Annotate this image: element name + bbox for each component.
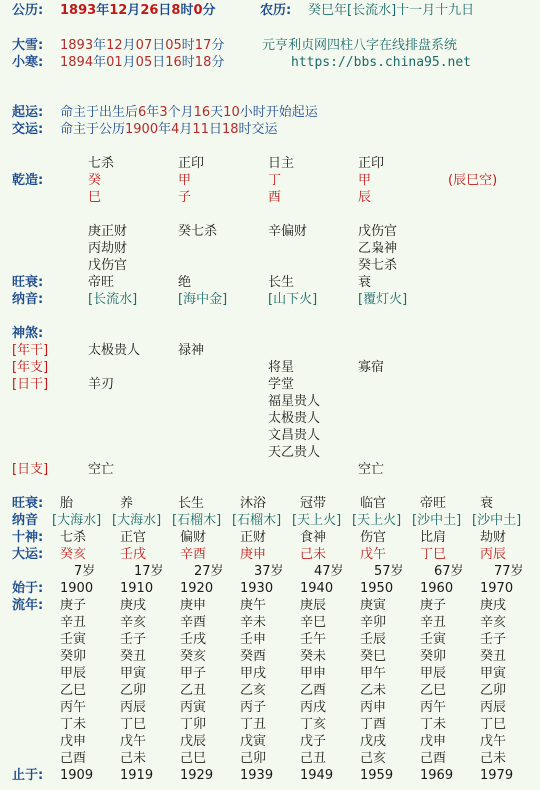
shensha-row-label: [年支]: [12, 360, 49, 375]
dayun-wangshuai-cell: 养: [120, 496, 134, 511]
liunian-cell: 壬子: [120, 632, 147, 647]
liunian-cell: 戊辰: [180, 734, 207, 749]
liunian-cell: 戊子: [300, 734, 327, 749]
liunian-cell: 丁丑: [240, 717, 267, 732]
liunian-cell: 辛酉: [180, 615, 207, 630]
liunian-cell: 辛巳: [300, 615, 327, 630]
liunian-cell: 壬午: [300, 632, 327, 647]
pillar-stem-hour: 甲: [358, 173, 372, 188]
liunian-cell: 庚戌: [480, 598, 507, 613]
shensha-item: 学堂: [268, 377, 295, 392]
liunian-cell: 辛亥: [120, 615, 147, 630]
dayun-wangshuai-cell: 长生: [178, 496, 205, 511]
dayun-start-year-cell: 1920: [180, 581, 214, 596]
lunar-date: 癸巳年[长流水]十一月十九日: [308, 3, 475, 18]
dayun-shishen-cell: 伤官: [360, 530, 387, 545]
liunian-cell: 丁亥: [300, 717, 327, 732]
liunian-cell: 癸丑: [480, 649, 507, 664]
dayun-end-year-cell: 1919: [120, 768, 154, 783]
liunian-cell: 己卯: [240, 751, 267, 766]
shensha-item: 天乙贵人: [268, 445, 321, 460]
liunian-cell: 己未: [120, 751, 147, 766]
dayun-start-year-cell: 1900: [60, 581, 94, 596]
shensha-row-label: [年干]: [12, 343, 49, 358]
dayun-pillar-cell: 辛酉: [180, 547, 207, 562]
dayun-age-cell: 67岁: [434, 564, 464, 579]
liunian-cell: 辛丑: [60, 615, 87, 630]
liunian-cell: 乙巳: [60, 683, 87, 698]
dayun-wangshuai-cell: 胎: [60, 496, 74, 511]
liunian-cell: 丁未: [60, 717, 87, 732]
dayun-nayin-cell: [石榴木]: [232, 513, 282, 528]
dayun-age-cell: 17岁: [134, 564, 164, 579]
hidden-stem: 辛偏财: [268, 224, 308, 239]
liunian-cell: 壬子: [480, 632, 507, 647]
liunian-cell: 辛未: [240, 615, 267, 630]
wangshuai-year: 帝旺: [88, 275, 115, 290]
dayun-label: 大运:: [12, 547, 44, 562]
dayun-pillar-cell: 己未: [300, 547, 327, 562]
solar-month: 12: [109, 3, 128, 18]
shensha-item: 羊刃: [88, 377, 115, 392]
hidden-stem: 丙劫财: [88, 241, 128, 256]
xiaohan-date: 1894年01月05日16时18分: [60, 55, 225, 70]
dayun-end-year-cell: 1979: [480, 768, 514, 783]
pillar-stem-year: 癸: [88, 173, 102, 188]
liunian-cell: 庚申: [180, 598, 207, 613]
hidden-stem: 戊伤官: [358, 224, 398, 239]
nayin-hour: [覆灯火]: [358, 292, 408, 307]
shensha-item: 太极贵人: [268, 411, 321, 426]
liunian-cell: 庚辰: [300, 598, 327, 613]
liunian-cell: 戊申: [420, 734, 447, 749]
jiaoyun-label: 交运:: [12, 122, 44, 137]
qianzao-label: 乾造:: [12, 173, 44, 188]
liunian-label: 流年:: [12, 598, 44, 613]
liunian-cell: 丁巳: [120, 717, 147, 732]
solar-date: 1893年12月26日8时0分: [60, 3, 216, 18]
dayun-nayin-cell: [天上火]: [352, 513, 402, 528]
dayun-shishen-cell: 正财: [240, 530, 267, 545]
liunian-cell: 辛丑: [420, 615, 447, 630]
wangshuai-month: 绝: [178, 275, 192, 290]
liunian-cell: 乙亥: [240, 683, 267, 698]
jiaoyun-text: 命主于公历1900年4月11日18时交运: [60, 122, 278, 137]
shensha-item: 太极贵人: [88, 343, 141, 358]
solar-minute: 0: [193, 3, 203, 18]
liunian-cell: 乙未: [360, 683, 387, 698]
hidden-stem: 庚正财: [88, 224, 128, 239]
liunian-cell: 丙辰: [120, 700, 147, 715]
shensha-row-label: [日支]: [12, 462, 49, 477]
dayun-age-cell: 47岁: [314, 564, 344, 579]
liunian-cell: 壬辰: [360, 632, 387, 647]
dayun-pillar-cell: 丁巳: [420, 547, 447, 562]
liunian-cell: 癸丑: [120, 649, 147, 664]
dayun-shishen-label: 十神:: [12, 530, 44, 545]
liunian-cell: 庚寅: [360, 598, 387, 613]
liunian-cell: 甲辰: [420, 666, 447, 681]
shensha-item: 空亡: [358, 462, 385, 477]
daxue-date: 1893年12月07日05时17分: [60, 38, 225, 53]
liunian-cell: 己丑: [300, 751, 327, 766]
liunian-cell: 癸卯: [420, 649, 447, 664]
liunian-cell: 癸卯: [60, 649, 87, 664]
dayun-end-year-cell: 1969: [420, 768, 454, 783]
dayun-shishen-cell: 偏财: [180, 530, 207, 545]
dayun-wangshuai-cell: 临官: [360, 496, 387, 511]
pillar-branch-month: 子: [178, 190, 192, 205]
dayun-end-year-cell: 1949: [300, 768, 334, 783]
dayun-wangshuai-cell: 沐浴: [240, 496, 267, 511]
dayun-wangshuai-cell: 衰: [480, 496, 494, 511]
dayun-pillar-cell: 丙辰: [480, 547, 507, 562]
pillar-stem-month: 甲: [178, 173, 192, 188]
shensha-item: 禄神: [178, 343, 205, 358]
liunian-cell: 丙子: [240, 700, 267, 715]
dayun-age-cell: 7岁: [74, 564, 96, 579]
dayun-shishen-cell: 正官: [120, 530, 147, 545]
dayun-shishen-cell: 劫财: [480, 530, 507, 545]
wangshuai-label: 旺衰:: [12, 275, 44, 290]
solar-day: 26: [140, 3, 159, 18]
liunian-cell: 丁酉: [360, 717, 387, 732]
kongwang-note: (辰巳空): [448, 173, 498, 188]
system-name: 元亨利贞网四柱八字在线排盘系统: [262, 38, 458, 53]
liunian-cell: 癸巳: [360, 649, 387, 664]
liunian-cell: 庚子: [420, 598, 447, 613]
dayun-age-cell: 77岁: [494, 564, 524, 579]
liunian-cell: 庚子: [60, 598, 87, 613]
pillar-stem-day: 丁: [268, 173, 282, 188]
liunian-cell: 丙辰: [480, 700, 507, 715]
shensha-row-label: [日干]: [12, 377, 49, 392]
pillar-god-day: 日主: [268, 156, 295, 171]
daxue-label: 大雪:: [12, 38, 44, 53]
solar-hour: 8: [171, 3, 181, 18]
liunian-cell: 乙卯: [120, 683, 147, 698]
liunian-cell: 己未: [480, 751, 507, 766]
liunian-cell: 甲申: [300, 666, 327, 681]
hidden-stem: 戊伤官: [88, 258, 128, 273]
xiaohan-label: 小寒:: [12, 55, 44, 70]
dayun-nayin-cell: [大海水]: [52, 513, 102, 528]
dayun-start-year-cell: 1930: [240, 581, 274, 596]
dayun-pillar-cell: 庚申: [240, 547, 267, 562]
pillar-branch-year: 巳: [88, 190, 102, 205]
liunian-cell: 丁卯: [180, 717, 207, 732]
shensha-item: 寡宿: [358, 360, 385, 375]
dayun-end-year-cell: 1909: [60, 768, 94, 783]
dayun-end-label: 止于:: [12, 768, 44, 783]
shensha-item: 福星贵人: [268, 394, 321, 409]
solar-year: 1893: [60, 3, 97, 18]
liunian-cell: 甲戌: [240, 666, 267, 681]
dayun-wangshuai-label: 旺衰:: [12, 496, 44, 511]
wangshuai-hour: 衰: [358, 275, 372, 290]
liunian-cell: 甲子: [180, 666, 207, 681]
dayun-pillar-cell: 戊午: [360, 547, 387, 562]
wangshuai-day: 长生: [268, 275, 295, 290]
dayun-shishen-cell: 七杀: [60, 530, 87, 545]
nayin-month: [海中金]: [178, 292, 228, 307]
dayun-start-label: 始于:: [12, 581, 44, 596]
pillar-branch-hour: 辰: [358, 190, 372, 205]
dayun-wangshuai-cell: 冠带: [300, 496, 327, 511]
qiyun-text: 命主于出生后6年3个月16天10小时开始起运: [60, 105, 318, 120]
liunian-cell: 乙卯: [480, 683, 507, 698]
liunian-cell: 乙巳: [420, 683, 447, 698]
dayun-end-year-cell: 1929: [180, 768, 214, 783]
dayun-nayin-cell: [大海水]: [112, 513, 162, 528]
dayun-wangshuai-cell: 帝旺: [420, 496, 447, 511]
liunian-cell: 癸酉: [240, 649, 267, 664]
dayun-start-year-cell: 1970: [480, 581, 514, 596]
dayun-nayin-cell: [沙中土]: [412, 513, 462, 528]
liunian-cell: 戊午: [120, 734, 147, 749]
liunian-cell: 己酉: [420, 751, 447, 766]
liunian-cell: 甲寅: [120, 666, 147, 681]
liunian-cell: 壬寅: [420, 632, 447, 647]
dayun-age-cell: 27岁: [194, 564, 224, 579]
liunian-cell: 己亥: [360, 751, 387, 766]
dayun-nayin-cell: [沙中土]: [472, 513, 522, 528]
liunian-cell: 丁未: [420, 717, 447, 732]
liunian-cell: 丁巳: [480, 717, 507, 732]
liunian-cell: 戊戌: [360, 734, 387, 749]
liunian-cell: 甲辰: [60, 666, 87, 681]
liunian-cell: 丙午: [60, 700, 87, 715]
liunian-cell: 庚午: [240, 598, 267, 613]
liunian-cell: 甲午: [360, 666, 387, 681]
dayun-nayin-cell: [石榴木]: [172, 513, 222, 528]
dayun-start-year-cell: 1950: [360, 581, 394, 596]
dayun-start-year-cell: 1960: [420, 581, 454, 596]
dayun-age-cell: 37岁: [254, 564, 284, 579]
shensha-label: 神煞:: [12, 326, 44, 341]
dayun-pillar-cell: 癸亥: [60, 547, 87, 562]
hidden-stem: 癸七杀: [358, 258, 398, 273]
hidden-stem: 乙枭神: [358, 241, 398, 256]
liunian-cell: 甲寅: [480, 666, 507, 681]
liunian-cell: 壬戌: [180, 632, 207, 647]
liunian-cell: 壬寅: [60, 632, 87, 647]
dayun-nayin-label: 纳音: [12, 513, 39, 528]
liunian-cell: 癸亥: [180, 649, 207, 664]
liunian-cell: 戊午: [480, 734, 507, 749]
liunian-cell: 乙丑: [180, 683, 207, 698]
pillar-god-month: 正印: [178, 156, 205, 171]
dayun-start-year-cell: 1940: [300, 581, 334, 596]
shensha-item: 空亡: [88, 462, 115, 477]
shensha-item: 将星: [268, 360, 295, 375]
nayin-year: [长流水]: [88, 292, 138, 307]
pillar-god-hour: 正印: [358, 156, 385, 171]
liunian-cell: 癸未: [300, 649, 327, 664]
dayun-end-year-cell: 1939: [240, 768, 274, 783]
liunian-cell: 壬申: [240, 632, 267, 647]
liunian-cell: 己巳: [180, 751, 207, 766]
liunian-cell: 丙申: [360, 700, 387, 715]
dayun-end-year-cell: 1959: [360, 768, 394, 783]
dayun-pillar-cell: 壬戌: [120, 547, 147, 562]
nayin-label: 纳音:: [12, 292, 44, 307]
liunian-cell: 庚戌: [120, 598, 147, 613]
dayun-start-year-cell: 1910: [120, 581, 154, 596]
pillar-god-year: 七杀: [88, 156, 115, 171]
hidden-stem: 癸七杀: [178, 224, 218, 239]
shensha-item: 文昌贵人: [268, 428, 321, 443]
nayin-day: [山下火]: [268, 292, 318, 307]
liunian-cell: 丙寅: [180, 700, 207, 715]
liunian-cell: 丙午: [420, 700, 447, 715]
liunian-cell: 乙酉: [300, 683, 327, 698]
dayun-nayin-cell: [天上火]: [292, 513, 342, 528]
liunian-cell: 己酉: [60, 751, 87, 766]
qiyun-label: 起运:: [12, 105, 44, 120]
site-url[interactable]: https://bbs.china95.net: [291, 55, 472, 70]
solar-label: 公历:: [12, 3, 44, 18]
dayun-shishen-cell: 比肩: [420, 530, 447, 545]
liunian-cell: 戊申: [60, 734, 87, 749]
liunian-cell: 辛卯: [360, 615, 387, 630]
dayun-age-cell: 57岁: [374, 564, 404, 579]
liunian-cell: 丙戌: [300, 700, 327, 715]
dayun-shishen-cell: 食神: [300, 530, 327, 545]
liunian-cell: 戊寅: [240, 734, 267, 749]
liunian-cell: 辛亥: [480, 615, 507, 630]
pillar-branch-day: 酉: [268, 190, 282, 205]
lunar-label: 农历:: [260, 3, 292, 18]
